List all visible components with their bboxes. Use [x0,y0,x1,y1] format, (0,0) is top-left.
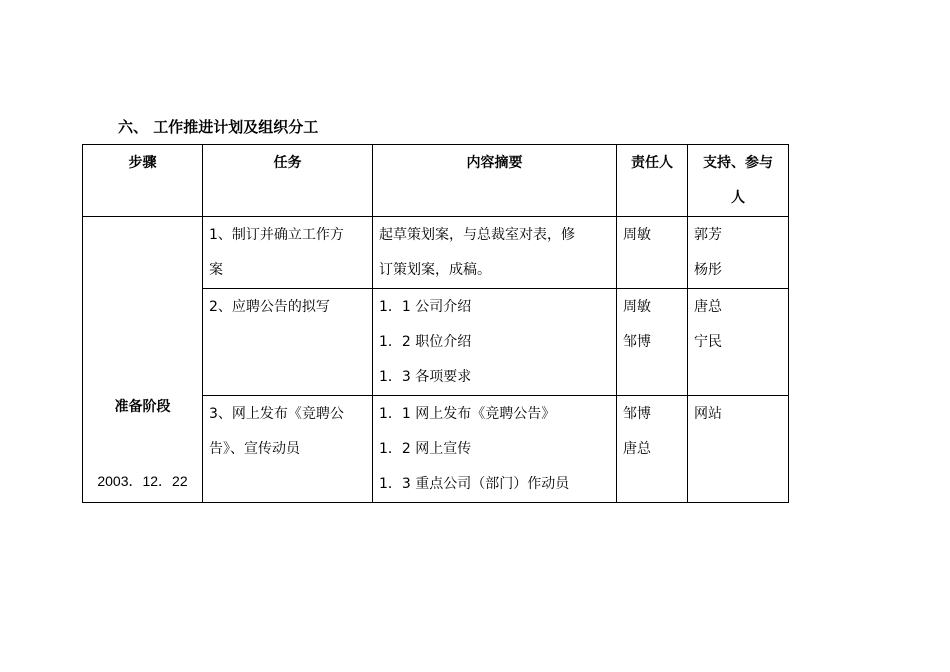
table-row [83,217,789,289]
task-cell: 3、网上发布《竞聘公 告》、宣传动员 [203,396,373,503]
summary-cell: 起草策划案，与总裁室对表，修 订策划案，成稿。 [373,217,617,289]
section-heading: 六、 工作推进计划及组织分工 [118,118,319,136]
stage-date: 2003．12．22 [97,473,188,489]
task-cell: 2、应聘公告的拟写 [203,289,373,396]
support-cell: 唐总 宁民 [688,289,789,396]
owner-cell: 邹博 唐总 [617,396,688,503]
stage-cell [83,217,203,503]
header-owner: 责任人 [617,145,688,217]
summary-cell: 1．1 网上发布《竞聘公告》 1．2 网上宣传 1．3 重点公司（部门）作动员 [373,396,617,503]
header-summary: 内容摘要 [373,145,617,217]
task-cell: 1、制订并确立工作方 案 [203,217,373,289]
summary-cell: 1．1 公司介绍 1．2 职位介绍 1．3 各项要求 [373,289,617,396]
header-support: 支持、参与 人 [688,145,789,217]
table-header-row [83,145,789,217]
support-cell: 郭芳 杨彤 [688,217,789,289]
work-plan-table [82,144,789,503]
owner-cell: 周敏 邹博 [617,289,688,396]
header-step: 步骤 [83,145,203,217]
support-cell: 网站 [688,396,789,503]
owner-cell: 周敏 [617,217,688,289]
header-task: 任务 [203,145,373,217]
stage-name: 准备阶段 [114,399,171,415]
